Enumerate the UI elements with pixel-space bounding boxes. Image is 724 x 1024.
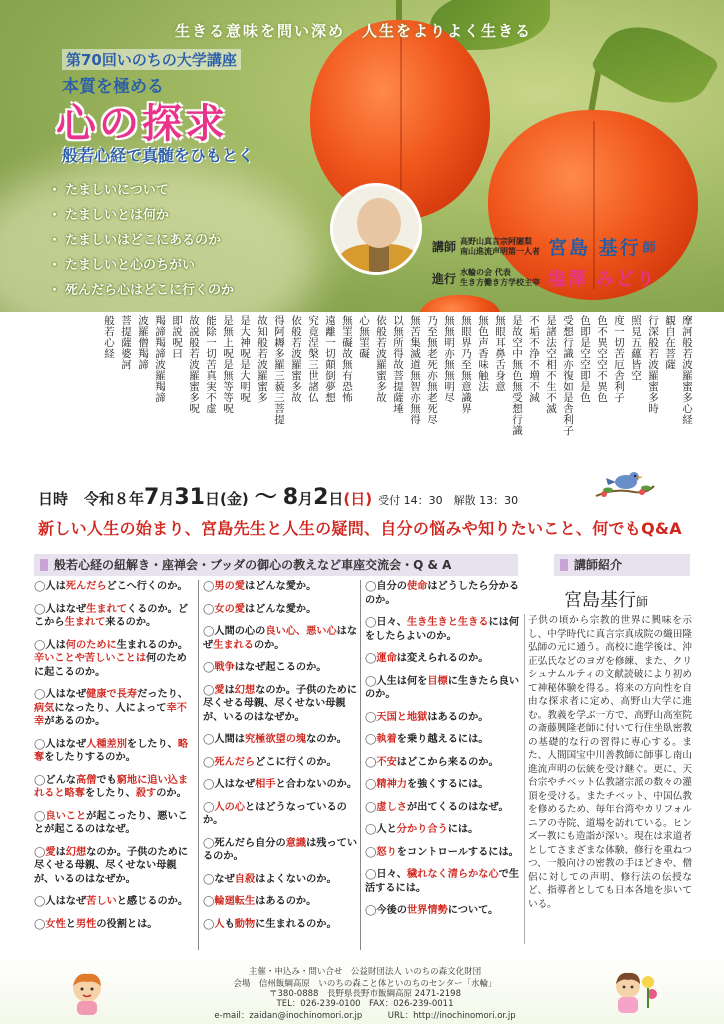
footer-organizer: 主催・申込み・問い合せ 公益財団法人 いのちの森文化財団 [248,967,482,977]
event-date: 日時 令和８年 7 月 31 日 (金) 〜 8 月 2 日 (日) 受付 14：30 解散 13：30 [38,485,519,510]
sutra-line: 得阿耨多羅三藐三菩提 [273,315,285,425]
sutra-line: 故知般若波羅蜜多 [256,315,268,403]
topic-list [48,178,234,303]
qa-item: ◯自分の使命はどうしたら分かるのか。 [365,581,520,606]
qa-item: ◯人はなぜ人種差別をしたり、略奪をしたりするのか。 [34,738,189,763]
qa-item: ◯人と分かり合うには。 [365,824,479,835]
sutra-line: 是無上呪是無等等呪 [222,315,234,414]
sutra-line: 色即是空空即是色 [579,315,591,403]
qa-item: ◯人も動物に生まれるのか。 [203,918,337,930]
qa-item: ◯日々、穢れなく清らかな心で生活するには。 [365,869,520,894]
qa-column-3 [360,580,522,950]
qa-item: ◯人の心とはどうなっているのか。 [203,801,347,826]
sutra-line: 羯諦羯諦波羅羯諦 [154,315,166,403]
qa-column-2 [198,580,360,950]
course-name: 第70回いのちの大学講座 [62,49,241,70]
heart-sutra-text [30,315,692,463]
mascot-left-icon [62,968,112,1018]
qa-item: ◯人間の心の良い心、悪い心はなぜ生まれるのか。 [203,626,358,651]
qa-item: ◯なぜ自殺はよくないのか。 [203,873,337,885]
sutra-line: 波羅僧羯諦 [137,315,149,370]
qa-item: ◯良いことが起こったり、悪いことが起こるのはなぜ。 [34,810,188,835]
lecturer-affiliation: 高野山真言宗阿闍梨 南山進流声明第一人者 [460,236,541,256]
topic-item: ・ たましいとは何か [48,208,170,223]
sutra-line: 是故空中無色無受想行識 [511,315,523,436]
host-name: 塩澤 みどり [548,269,657,290]
qa-item: ◯戦争はなぜ起こるのか。 [203,662,327,673]
sutra-line: 是諸法空相不生不滅 [545,315,557,414]
date-label: 日時 [38,490,69,508]
hero-banner [0,0,724,312]
sutra-line: 究竟涅槃三世諸仏 [307,315,319,403]
topic-item: ・ たましいはどこにあるのか [48,233,222,248]
lecturer-portrait [330,183,422,275]
sutra-line: 観自在菩薩 [664,315,676,370]
qa-item: ◯執着を乗り越えるには。 [365,734,489,745]
sutra-line: 無苦集滅道無智亦無得 [409,315,421,425]
sutra-line: 即説呪曰 [171,315,183,359]
sutra-line: 心無罣礙 [358,315,370,359]
qa-item: ◯愛は幻想なのか。子供のために尽くせる母親、尽くせない母親が、いるのはなぜか。 [203,684,358,723]
qa-item: ◯怒りをコントロールするには。 [365,846,519,858]
lecturer-suffix: 師 [642,241,656,256]
sutra-line: 無色声香味触法 [477,315,489,392]
sutra-line: 依般若波羅蜜多故 [290,315,302,403]
sutra-line: 不垢不浄不増不減 [528,315,540,403]
qa-item: ◯虚しさが出てくるのはなぜ。 [365,801,509,813]
qa-item: ◯人はなぜ苦しいと感じるのか。 [34,896,189,907]
qa-item: ◯人はなぜ生まれてくるのか。どこから生まれて来るのか。 [34,603,189,628]
topic-item: ・ 死んだら心はどこに行くのか [48,283,235,298]
page-title: 心の探求 [56,101,228,147]
footer-contact: e-mail：zaidan@inochinomori.or.jp URL：http://inochinomori.or.jp [214,1011,516,1021]
qa-item: ◯死んだら自分の意識は残っているのか。 [203,837,358,862]
sutra-line: 照見五蘊皆空 [630,315,642,381]
sutra-line: 依般若波羅蜜多故 [375,315,387,403]
mascot-right-icon [600,968,660,1018]
qa-item: ◯人はなぜ相手と合わないのか。 [203,779,358,790]
qa-item: ◯人間は究極欲望の塊なのか。 [203,734,347,745]
qa-item: ◯女性と男性の役割とは。 [34,918,158,930]
sutra-line: 行深般若波羅蜜多時 [647,315,659,414]
qa-item: ◯人は何のために生まれるのか。辛いことや苦しいことは何のために起こるのか。 [34,639,189,678]
sutra-line: 菩提薩婆訶 [120,315,132,370]
sutra-line: 摩訶般若波羅蜜多心経 [681,315,693,425]
footer-address: 〒380-0888 長野県長野市飯綱高原 2471-2198 [269,989,461,999]
qa-item: ◯運命は変えられるのか。 [365,653,489,664]
topic-item: ・ たましいについて [48,183,169,198]
sutra-line: 色不異空空不異色 [596,315,608,403]
host-badge: 進行 [432,271,457,286]
host-line [432,265,656,291]
sutra-line: 受想行識亦復如是舎利子 [562,315,574,436]
sutra-line: 無眼界乃至無意識界 [460,315,472,414]
sutra-line: 能除一切苦真実不虚 [205,315,217,414]
qa-item: ◯日々、生き生きと生きるには何をしたらよいのか。 [365,617,520,642]
sutra-line: 度一切苦厄舎利子 [613,315,625,403]
qa-item: ◯天国と地獄はあるのか。 [365,711,489,723]
qa-item: ◯不安はどこから来るのか。 [365,756,499,768]
lecturer-line [432,233,656,260]
sutra-line: 遠離一切顛倒夢想 [324,315,336,403]
profile-section-header: 講師紹介 [554,554,690,576]
sutra-line: 無眼耳鼻舌身意 [494,315,506,392]
qa-item: ◯愛は幻想なのか。子供のために尽くせる母親、尽くせない母親が、いるのはなぜか。 [34,846,189,885]
qa-item: ◯人は死んだらどこへ行くのか。 [34,581,188,592]
sutra-line: 無無明亦無無明尽 [443,315,455,403]
qa-item: ◯死んだらどこに行くのか。 [203,756,337,768]
lecturer-badge: 講師 [432,240,457,254]
sutra-line: 無罣礙故無有恐怖 [341,315,353,403]
topic-item: ・ たましいと心のちがい [48,258,196,273]
headline: 新しい人生の始まり、宮島先生と人生の疑問、自分の悩みや知りたいこと、何でもQ&A [38,519,682,538]
lecturer-name: 宮島 基行 [548,237,641,259]
qa-item: ◯男の愛はどんな愛か。 [203,581,317,592]
footer-venue: 会場 信州飯綱高原 いのちの森こと体といのちのセンター「水輪」 [233,979,497,989]
profile-text: 子供の頃から宗教的世界に興味を示し、中学時代に真言宗真成院の織田隆弘師の元に通う。高校に進学後は、沖正弘氏などのヨガを修練、また、クリシュナムルティの文献読破により初めて神秘体験を得る。将来の方向性を自由な探求者に定め、高野山大学に進む。教義を学ぶ一方で、高野山高室院の斎藤興隆老師に付いて行住坐臥密教の基礎的な行の習得に専心する。また、人間国宝中川善教師に師事し南山進流声明の伝統を受け継ぐ。更に、天台宗やチベット仏教諸宗派の数々の灌頂を受ける。またチベット、中国仏教を修めるため、毎年台湾やカリフォルニアの寺院、道場を訪れている。ヒンズー教にも造詣が深い。現在は求道者としてさまざまな体験、修行を重ねつつ、一般向けの密教の手ほどきや、僧侶に対しての声明、修行法の伝授など、指導者としても日本各地を歩いている。 [524,614,692,944]
qa-item: ◯今後の世界情勢について。 [365,905,499,916]
sutra-line: 以無所得故菩提薩埵 [392,315,404,414]
host-affiliation: 水輪の会 代表 生き方働き方学校主宰 [460,268,541,287]
event-times: 受付 14：30 解散 13：30 [378,494,519,507]
bird-icon [594,466,656,504]
qa-item: ◯人生は何を目標に生きたら良いのか。 [365,675,520,700]
footer-phone: TEL：026-239-0100 FAX：026-239-0011 [276,999,454,1009]
qa-item: ◯輪廻転生はあるのか。 [203,896,317,907]
sutra-line: 般若心経 [103,315,115,359]
qa-item: ◯人はなぜ健康で長寿だったり、病気になったり、人によって幸不幸があるのか。 [34,689,189,727]
sutra-line: 是大神呪是大明呪 [239,315,251,403]
tagline: 生きる意味を問い深め 人生をよりよく生きる [175,22,533,40]
profile-name: 宮島基行師 [564,590,649,611]
sutra-line: 故説般若波羅蜜多呪 [188,315,200,414]
qa-item: ◯精神力を強くするには。 [365,779,489,790]
qa-section-header: 般若心経の紐解き・座禅会・ブッダの御心の教えなど車座交流会・Q & A [34,554,518,576]
qa-column-1 [34,580,194,950]
subtitle-bottom: 般若心経で真髄をひもとく [62,146,255,165]
qa-item: ◯どんな高僧でも窮地に追い込まれると略奪をしたり、殺すのか。 [34,774,189,799]
qa-item: ◯女の愛はどんな愛か。 [203,603,317,615]
sutra-line: 乃至無老死亦無老死尽 [426,315,438,425]
subtitle-top: 本質を極める [62,77,164,97]
